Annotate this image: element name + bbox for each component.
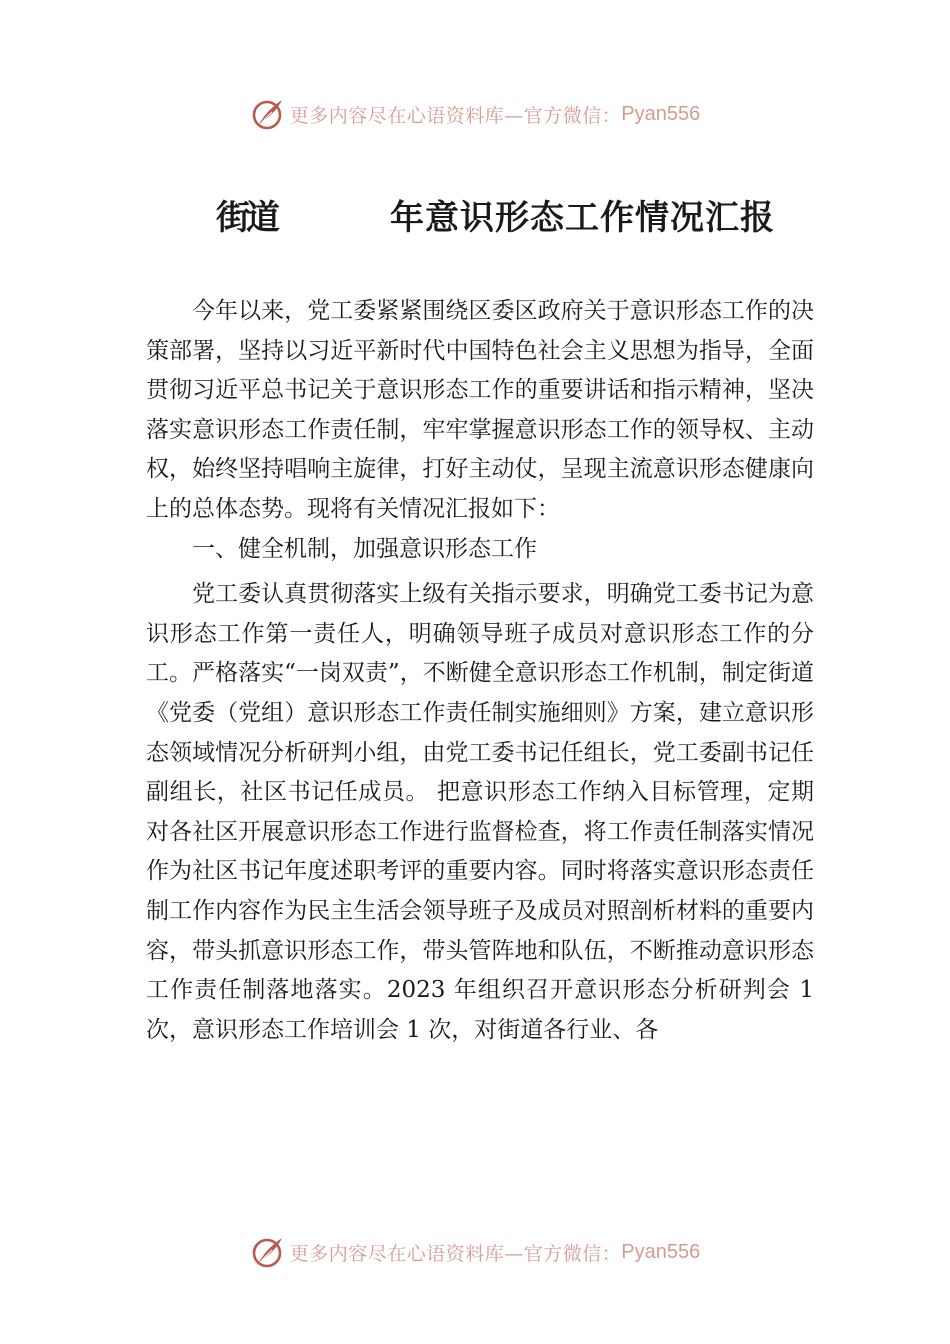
title-part-1: 街道: [216, 198, 276, 238]
paragraph-section-1: 党工委认真贯彻落实上级有关指示要求，明确党工委书记为意识形态工作第一责任人，明确领导班子成员对意识形态工作的分工。严格落实“一岗双责”，不断健全意识形态工作机制，制定街道《党委（党组）意识形态工作责任制实施细则》方案，建立意识形态领域情况分析研判小组，由党工委书记任组长，党工委副书记任副组长，社区书记任成员。 把意识形态工作纳入目标管理，定期对各社区开展意识形态工作进行监督检查，将工作责任制落实情况作为社区书记年度述职考评的重要内容。同时将落实意识形态责任制工作内容作为民主生活会领导班子及成员对照剖析材料的重要内容，带头抓意识形态工作，带头管阵地和队伍，不断推动意识形态工作责任制落地落实。2023 年组织召开意识形态分析研判会 1 次，意识形态工作培训会 1 次，对街道各行业、各: [146, 581, 814, 1043]
quill-logo-icon: [250, 1234, 286, 1270]
banner-text: 更多内容尽在心语资料库—官方微信：: [289, 1242, 622, 1265]
paragraph-intro: 今年以来，党工委紧紧围绕区委区政府关于意识形态工作的决策部署，坚持以习近平新时代中国特色社会主义思想为指导，全面贯彻习近平总书记关于意识形态工作的重要讲话和指示精神，坚决落实意识形态工作责任制，牢牢掌握意识形态工作的领导权、主动权，始终坚持唱响主旋律，打好主动仗，呈现主流意识形态健康向上的总体态势。现将有关情况汇报如下：: [146, 298, 814, 522]
document-title: [0, 184, 950, 244]
banner-text: 更多内容尽在心语资料库—官方微信：: [289, 104, 622, 127]
section-heading-1: 一、健全机制，加强意识形态工作: [192, 535, 537, 562]
document-body: [146, 292, 814, 1050]
banner-wechat-id: Pyan556: [621, 102, 701, 125]
title-part-2: 年意识形态工作情况汇报: [390, 198, 775, 238]
header-banner: [0, 94, 950, 134]
banner-wechat-id: Pyan556: [621, 1240, 701, 1263]
quill-logo-icon: [250, 96, 286, 132]
footer-banner: [0, 1232, 950, 1272]
